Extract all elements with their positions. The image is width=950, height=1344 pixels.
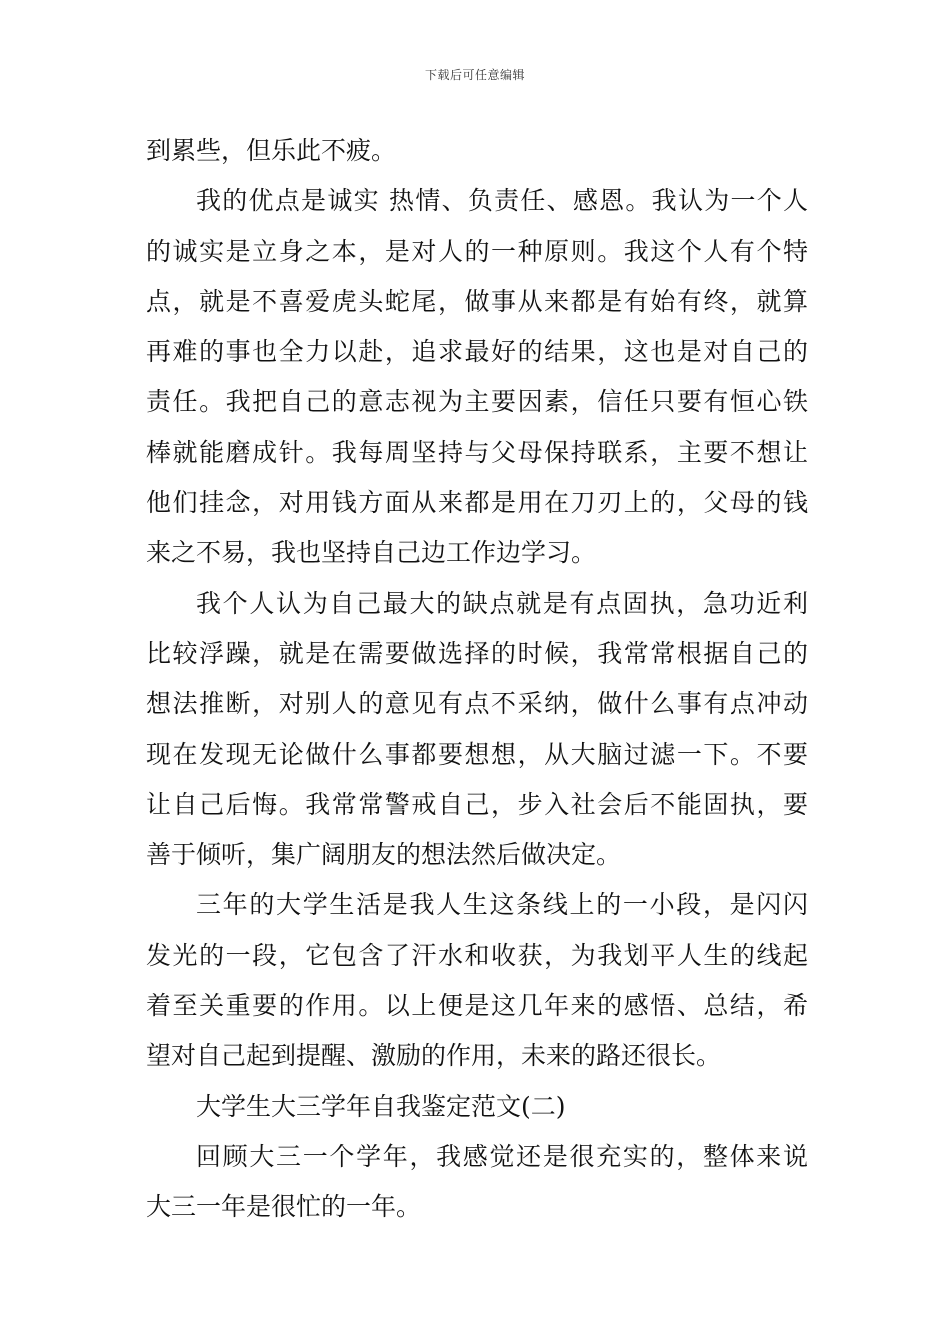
text-line-15: 善于倾听，集广阔朋友的想法然后做决定。 bbox=[146, 840, 622, 870]
text-line-2: 我的优点是诚实 热情、负责任、感恩。我认为一个人 bbox=[196, 186, 808, 216]
text-line-9: 来之不易，我也坚持自己边工作边学习。 bbox=[146, 538, 597, 568]
text-line-3: 的诚实是立身之本，是对人的一种原则。我这个人有个特 bbox=[146, 236, 808, 266]
text-line-18: 着至关重要的作用。以上便是这几年来的感悟、总结，希 bbox=[146, 991, 808, 1021]
text-line-13: 现在发现无论做什么事都要想想，从大脑过滤一下。不要 bbox=[146, 739, 808, 769]
text-line-11: 比较浮躁，就是在需要做选择的时候，我常常根据自己的 bbox=[146, 638, 808, 668]
page-header: 下载后可任意编辑 bbox=[424, 68, 525, 82]
text-line-17: 发光的一段，它包含了汗水和收获，为我划平人生的线起 bbox=[146, 940, 808, 970]
text-line-6: 责任。我把自己的意志视为主要因素，信任只要有恒心铁 bbox=[146, 387, 808, 417]
document-body bbox=[146, 126, 808, 1233]
text-line-10: 我个人认为自己最大的缺点就是有点固执，急功近利 bbox=[196, 588, 808, 618]
text-line-12: 想法推断，对别人的意见有点不采纳，做什么事有点冲动 bbox=[146, 689, 808, 719]
text-line-5: 再难的事也全力以赴，追求最好的结果，这也是对自己的 bbox=[146, 337, 808, 367]
text-line-14: 让自己后悔。我常常警戒自己，步入社会后不能固执，要 bbox=[146, 789, 808, 819]
section-heading: 大学生大三学年自我鉴定范文(二) bbox=[196, 1091, 566, 1121]
text-line-1: 到累些，但乐此不疲。 bbox=[146, 136, 397, 165]
text-line-16: 三年的大学生活是我人生这条线上的一小段，是闪闪 bbox=[196, 890, 808, 920]
text-line-4: 点，就是不喜爱虎头蛇尾，做事从来都是有始有终，就算 bbox=[146, 286, 808, 316]
text-line-21: 回顾大三一个学年，我感觉还是很充实的，整体来说 bbox=[196, 1141, 808, 1171]
text-line-22: 大三一年是很忙的一年。 bbox=[146, 1192, 422, 1222]
text-line-8: 他们挂念，对用钱方面从来都是用在刀刃上的，父母的钱 bbox=[146, 488, 808, 518]
text-line-19: 望对自己起到提醒、激励的作用，未来的路还很长。 bbox=[146, 1041, 722, 1071]
text-line-7: 棒就能磨成针。我每周坚持与父母保持联系，主要不想让 bbox=[146, 437, 808, 467]
